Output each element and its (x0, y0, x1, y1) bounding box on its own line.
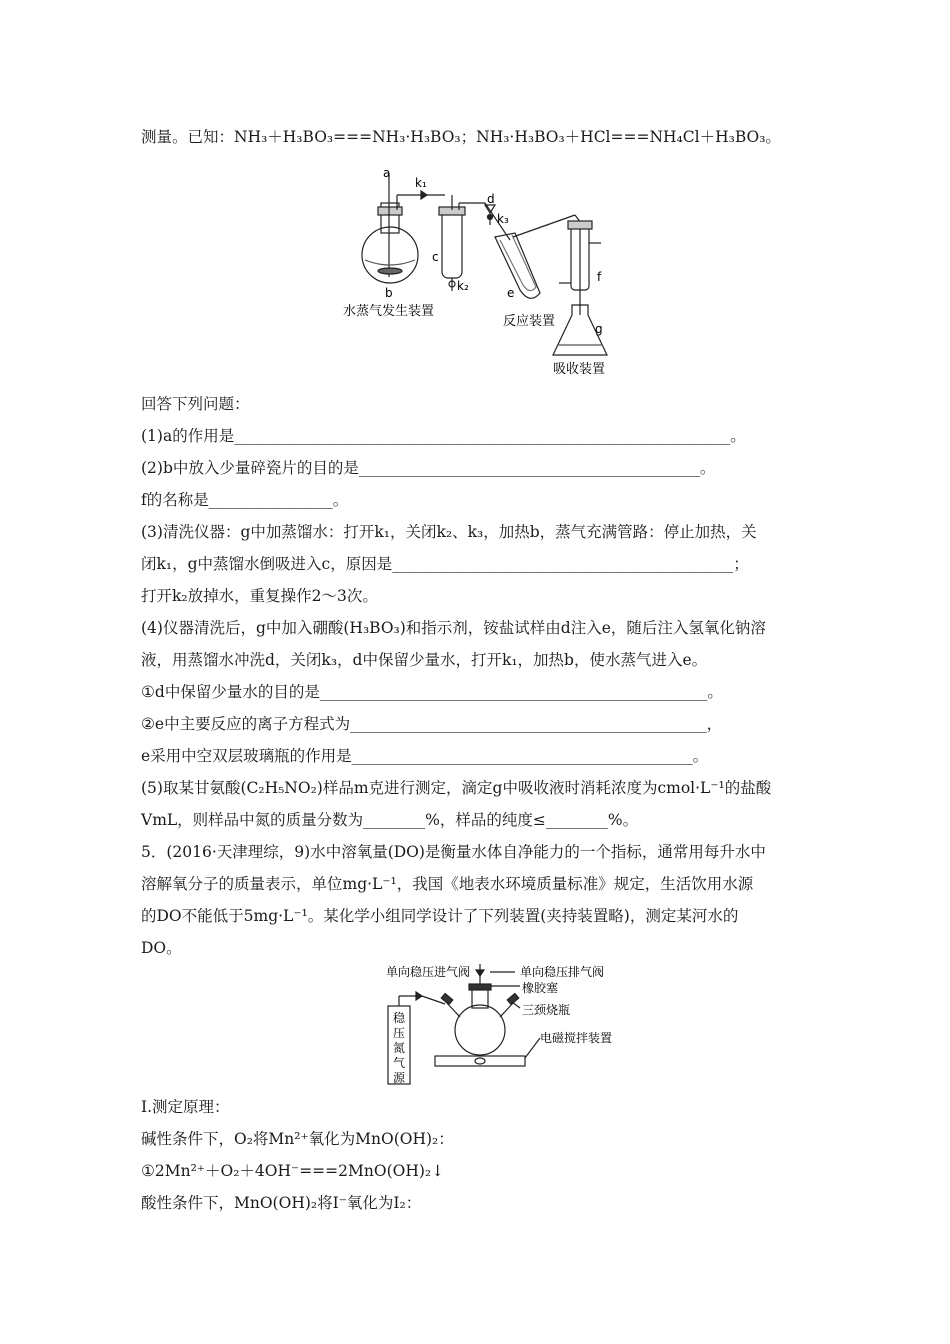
question-5b: VmL，则样品中氮的质量分数为________%，样品的纯度≤________%。 (141, 811, 639, 829)
label-stirrer: 电磁搅拌装置 (540, 1031, 613, 1045)
known-equations: 测量。已知：NH₃＋H₃BO₃===NH₃·H₃BO₃；NH₃·H₃BO₃＋HCl===NH₄Cl＋H₃BO₃。 (141, 128, 781, 146)
n2-source-char: 压 (393, 1026, 406, 1040)
question-4c: ①d中保留少量水的目的是__________________________________________________。 (141, 683, 723, 701)
label-f: f (597, 270, 602, 284)
question-intro: 回答下列问题： (141, 395, 250, 413)
three-neck-flask (455, 1005, 505, 1055)
label-c: c (432, 250, 439, 264)
label-rubber-stopper: 橡胶塞 (522, 981, 559, 995)
label-three-neck-flask: 三颈烧瓶 (522, 1003, 571, 1017)
label-d: d (487, 192, 495, 206)
do-apparatus-figure (380, 962, 630, 1087)
question-4d: ②e中主要反应的离子方程式为______________________________________________， (141, 715, 723, 733)
principle-acidic: 酸性条件下，MnO(OH)₂将I⁻氧化为I₂： (141, 1194, 422, 1212)
label-a: a (383, 166, 391, 180)
section-principle: Ⅰ.测定原理： (141, 1098, 230, 1116)
label-k3: k₃ (497, 212, 509, 226)
principle-alkaline: 碱性条件下，O₂将Mn²⁺氧化为MnO(OH)₂： (141, 1130, 454, 1148)
ammonia-apparatus-figure (335, 165, 635, 380)
problem-5-line1: 5．(2016·天津理综，9)水中溶氧量(DO)是衡量水体自净能力的一个指标，通常用每升水中 (141, 843, 766, 861)
n2-source-char: 稳 (393, 1011, 406, 1025)
question-2b: f的名称是________________。 (141, 491, 349, 509)
label-g: g (595, 322, 603, 336)
question-3a: (3)清洗仪器：g中加蒸馏水：打开k₁，关闭k₂、k₃，加热b，蒸气充满管路：停止加热，关 (141, 523, 757, 541)
round-flask-b (362, 227, 418, 283)
label-e: e (507, 286, 515, 300)
n2-source-char: 源 (393, 1071, 406, 1085)
caption-absorption-device: 吸收装置 (553, 362, 606, 377)
question-5a: (5)取某甘氨酸(C₂H₅NO₂)样品m克进行测定，滴定g中吸收液时消耗浓度为cmol·L⁻¹的盐酸 (141, 779, 772, 797)
problem-5-line2: 溶解氧分子的质量表示，单位mg·L⁻¹，我国《地表水环境质量标准》规定，生活饮用水源 (141, 875, 754, 893)
label-k1: k₁ (415, 176, 427, 190)
question-4a: (4)仪器清洗后，g中加入硼酸(H₃BO₃)和指示剂，铵盐试样由d注入e，随后注入氢氧化钠溶 (141, 619, 766, 637)
question-4b: 液，用蒸馏水冲洗d，关闭k₃，d中保留少量水，打开k₁，加热b，使水蒸气进入e。 (141, 651, 708, 669)
n2-source-char: 气 (393, 1056, 406, 1070)
problem-5-line3: 的DO不能低于5mg·L⁻¹。某化学小组同学设计了下列装置(夹持装置略)，测定某河水的 (141, 907, 739, 925)
label-outlet-valve: 单向稳压排气阀 (520, 965, 605, 979)
label-b: b (385, 286, 393, 300)
n2-source-char: 氮 (393, 1041, 406, 1055)
question-4e: e采用中空双层玻璃瓶的作用是____________________________________________。 (141, 747, 709, 765)
equation-1: ①2Mn²⁺＋O₂＋4OH⁻===2MnO(OH)₂↓ (141, 1162, 445, 1180)
problem-5-line4: DO。 (141, 939, 182, 957)
caption-reaction-device: 反应装置 (503, 314, 556, 329)
label-k2: k₂ (457, 279, 469, 293)
label-inlet-valve: 单向稳压进气阀 (386, 965, 471, 979)
question-1: (1)a的作用是________________________________________________________________。 (141, 427, 746, 445)
caption-steam-generator: 水蒸气发生装置 (343, 304, 435, 319)
question-2: (2)b中放入少量碎瓷片的目的是____________________________________________。 (141, 459, 716, 477)
question-3b: 闭k₁，g中蒸馏水倒吸进入c，原因是____________________________________________； (141, 555, 749, 573)
question-3c: 打开k₂放掉水，重复操作2～3次。 (141, 587, 378, 605)
